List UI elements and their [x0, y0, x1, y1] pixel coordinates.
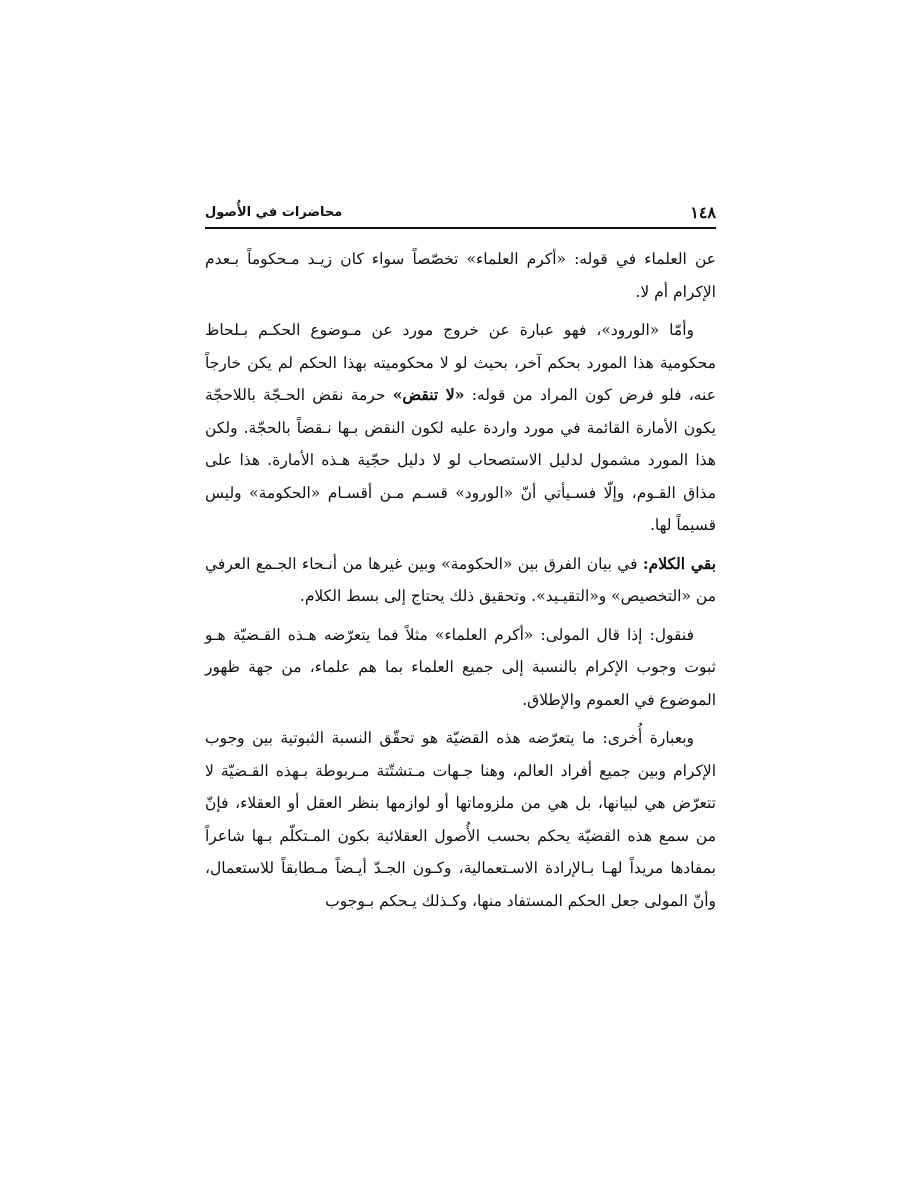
paragraph-3-text: في بيان الفرق بين «الحكومة» وبين غيرها من أنـحاء الجـمع العرفي من «التخصيص» و«التقيـيد». وتحقيق ذلك يحتاج إلى بسط الكلام. [205, 554, 716, 605]
paragraph-4 [205, 619, 716, 717]
paragraph-5-text: وبعبارة أُخرى: ما يتعرّضه هذه القضيّة هو تحقّق النسبة الثبوتية بين وجوب الإكرام وبين جميع أفراد العالم، وهنا جـهات مـتشتّتة مـربوطة بـهذه القـضيّة لا تتعرّض هي لبيانها، بل هي من ملزوماتها أو لوازمها بنظر العقل أو العقلاء، فإنّ من سمع هذه القضيّة يحكم بحسب الأُصول العقلائية بكون المـتكلّم بـها شاعراً بمفادها مريداً لهـا بـالإرادة الاسـتعمالية، وكـون الجـدّ أيـضاً مـطابقاً للاستعمال، وأنّ المولى جعل الحكم المستفاد منها، وكـذلك يـحكم بـوجوب [205, 729, 716, 910]
book-title: محاضرات في الأُصول [205, 205, 343, 220]
body-text [205, 243, 716, 923]
quoted-hadith-phrase: «لا تنقض» [392, 385, 465, 404]
paragraph-2-text-before: وأمّا «الورود»، فهو عبارة عن خروج مورد عن مـوضوع الحكـم بـلحاظ محكومية هذا المورد بحكم آخر، بحيث لو لا محكوميته بهذا الحكم لم يكن خارجاً عنه، فلو فرض كون المراد من قوله: [205, 321, 716, 404]
running-header [205, 203, 716, 229]
paragraph-5 [205, 722, 716, 917]
paragraph-1-text: عن العلماء في قوله: «أكرم العلماء» تخصّصاً سواء كان زيـد مـحكوماً بـعدم الإكرام أم لا. [205, 250, 716, 301]
paragraph-3 [205, 548, 716, 613]
paragraph-2-text-after: حرمة نقض الحـجّة باللاحجّة يكون الأمارة القائمة في مورد واردة عليه لكون النقض بـها نـقضاً بالحجّة. ولكن هذا المورد مشمول لدليل الاستصحاب لو لا دليل حجّية هـذه الأمارة. هذا على مذاق القـوم، وإلّا فسـيأتي أنّ «الورود» قسـم مـن أقسـام «الحكومة» وليس قسيماً لها. [205, 386, 716, 534]
paragraph-1 [205, 243, 716, 308]
section-lead: بقي الكلام: [642, 553, 716, 573]
page-number: ١٤٨ [690, 203, 716, 222]
paragraph-4-text: فنقول: إذا قال المولى: «أكرم العلماء» مثلاً فما يتعرّضه هـذه القـضيّة هـو ثبوت وجوب الإكرام بالنسبة إلى جميع العلماء بما هم علماء، من جهة ظهور الموضوع في العموم والإطلاق. [205, 625, 716, 709]
paragraph-2 [205, 314, 716, 542]
